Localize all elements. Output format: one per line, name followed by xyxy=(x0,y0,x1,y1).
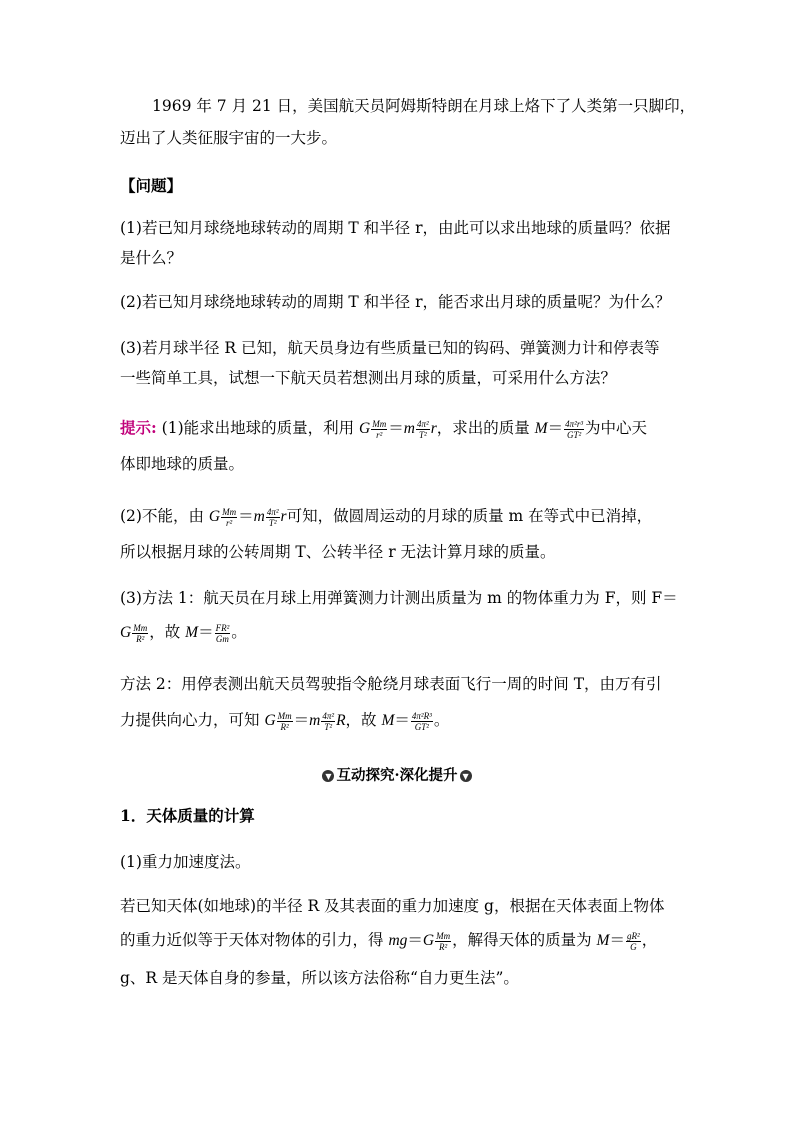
section-1-paragraph-line-1: 若已知天体(如地球)的半径 R 及其表面的重力加速度 g，根据在天体表面上物体 xyxy=(120,897,665,915)
hint-answer-3-line-1: (3)方法 1：航天员在月球上用弹簧测力计测出质量为 m 的物体重力为 F，则 F＝ xyxy=(120,589,678,607)
fraction-Mm-over-r2: $\frac{Mm}{\text{r²}}$ xyxy=(372,418,387,440)
hint-answer-1-line-1: 提示: (1)能求出地球的质量，利用 G $\frac{Mm}{\text{r²}}$ ＝m $\frac{\text{4π²}}{\text{T²}}$ r，求出的质量 M＝ $\frac{\text{4π²r³}}{\text{GT²}}$ 为中心天 xyxy=(120,418,648,440)
hint-label: 提示: xyxy=(120,418,157,437)
fraction-Mm-over-R2-c: $\frac{Mm}{\text{R²}}$ xyxy=(436,930,451,952)
fraction-4pi2r3-over-GT2: $\frac{\text{4π²r³}}{\text{GT²}}$ xyxy=(565,418,584,440)
fraction-4pi2-over-T2-c: $\frac{\text{4π²}}{\text{T²}}$ xyxy=(322,710,335,732)
fraction-gR2-over-G: $\frac{\text{gR²}}{G}$ xyxy=(626,930,640,952)
hint-answer-3b-line-1: 方法 2：用停表测出航天员驾驶指令舱绕月球表面飞行一周的时间 T，由万有引 xyxy=(120,675,662,693)
hint-answer-3b-line-2: 力提供向心力，可知 G $\frac{Mm}{\text{R²}}$ ＝m $\frac{\text{4π²}}{\text{T²}}$ R，故 M＝ $\frac{\text{4π²R³}}{\text{GT²}}$ 。 xyxy=(120,710,450,732)
section-1-subtitle: (1)重力加速度法。 xyxy=(120,853,251,871)
hint-a1-mid: ，求出的质量 xyxy=(436,419,535,437)
formula-G: G xyxy=(359,420,371,437)
fraction-4pi2R3-over-GT2: $\frac{\text{4π²R³}}{\text{GT²}}$ xyxy=(411,710,432,732)
chevron-down-icon: ▼ xyxy=(322,770,334,782)
hint-answer-1-line-2: 体即地球的质量。 xyxy=(120,455,245,473)
hint-answer-3-line-2: G $\frac{Mm}{\text{R²}}$ ，故 M＝ $\frac{\text{FR²}}{Gm}$ 。 xyxy=(120,622,247,644)
hint-answer-2-line-2: 所以根据月球的公转周期 T、公转半径 r 无法计算月球的质量。 xyxy=(120,543,556,561)
fraction-FR2-over-Gm: $\frac{\text{FR²}}{Gm}$ xyxy=(215,622,230,644)
banner-title: 互动探究·深化提升 xyxy=(336,767,458,784)
section-1-paragraph-line-2: 的重力近似等于天体对物体的引力，得 mg＝G $\frac{Mm}{\text{R²}}$ ，解得天体的质量为 M＝ $\frac{\text{gR²}}{G}$ ， xyxy=(120,930,658,952)
question-3-line-2: 一些简单工具，试想一下航天员若想测出月球的质量，可采用什么方法？ xyxy=(120,369,617,387)
section-1-title: 1．天体质量的计算 xyxy=(120,806,255,825)
question-3-line-1: (3)若月球半径 R 已知，航天员身边有些质量已知的钩码、弹簧测力计和停表等 xyxy=(120,339,660,357)
section-banner xyxy=(0,765,794,787)
intro-line-2: 迈出了人类征服宇宙的一大步。 xyxy=(120,129,338,147)
fraction-Mm-over-R2-b: $\frac{Mm}{\text{R²}}$ xyxy=(277,710,292,732)
fraction-4pi2-over-T2: $\frac{\text{4π²}}{\text{T²}}$ xyxy=(416,418,429,440)
fraction-Mm-over-R2: $\frac{Mm}{\text{R²}}$ xyxy=(133,622,148,644)
fraction-4pi2-over-T2-b: $\frac{\text{4π²}}{\text{T²}}$ xyxy=(266,506,279,528)
question-2: (2)若已知月球绕地球转动的周期 T 和半径 r，能否求出月球的质量呢？为什么？ xyxy=(120,293,671,311)
question-heading: 【问题】 xyxy=(120,176,183,195)
question-1-line-1: (1)若已知月球绕地球转动的周期 T 和半径 r，由此可以求出地球的质量吗？依据 xyxy=(120,219,671,237)
section-1-paragraph-line-3: g、R 是天体自身的参量，所以该方法俗称“自力更生法”。 xyxy=(120,969,519,987)
hint-a1-post: 为中心天 xyxy=(585,419,648,437)
question-1-line-2: 是什么？ xyxy=(120,249,183,267)
hint-a1-pre: (1)能求出地球的质量，利用 xyxy=(156,419,360,437)
hint-answer-2-line-1: (2)不能，由 G $\frac{Mm}{\text{r²}}$ ＝m $\frac{\text{4π²}}{\text{T²}}$ r可知，做圆周运动的月球的质量 m 在等式中已消掉， xyxy=(120,506,653,528)
fraction-Mm-over-r2-b: $\frac{Mm}{\text{r²}}$ xyxy=(222,506,237,528)
chevron-down-icon: ▼ xyxy=(460,770,472,782)
intro-line-1: 1969 年 7 月 21 日，美国航天员阿姆斯特朗在月球上烙下了人类第一只脚印， xyxy=(152,97,696,115)
